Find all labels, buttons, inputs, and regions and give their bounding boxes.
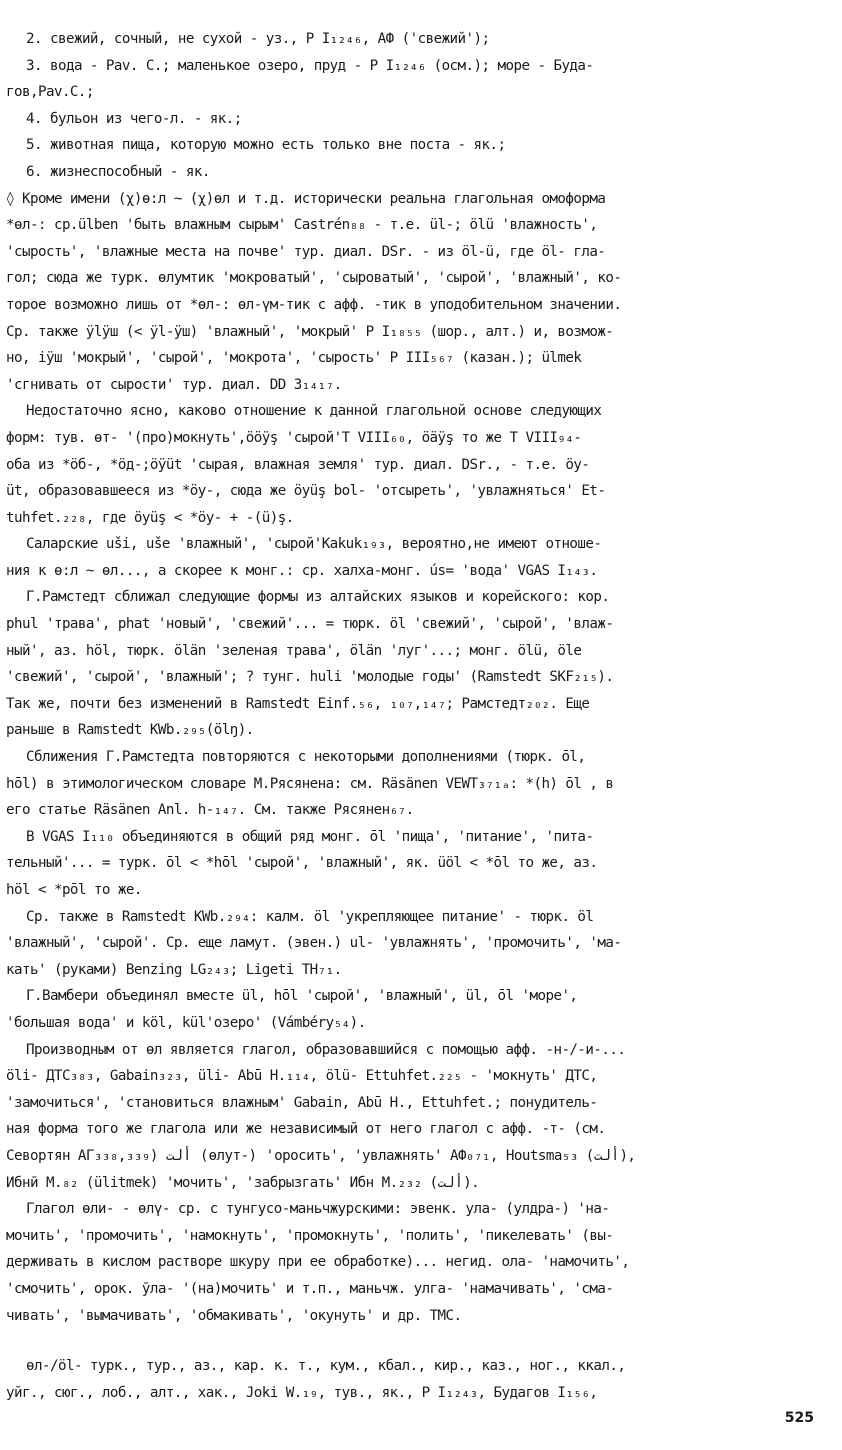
paragraph-gap: [6, 1329, 824, 1353]
text-line: торое возможно лишь от *өл-: өл-үм-тик с афф. -тик в уподобительном значении.: [6, 296, 622, 313]
text-line: 'свежий', 'сырой', 'влажный'; ? тунг. huli 'молодые годы' (Ramstedt SKF₂₁₅).: [6, 669, 614, 686]
text-line: его статье Räsänen Anl. h-₁₄₇. См. также Рясянен₆₇.: [6, 802, 414, 819]
text-line: гов,Pav.C.;: [6, 84, 94, 101]
text-line: hōl) в этимологическом словаре М.Рясянена: см. Räsänen VEWT₃₇₁ₐ: *(h) ōl , в: [6, 775, 614, 792]
text-line: 5. животная пища, которую можно есть только вне поста - як.;: [26, 137, 506, 154]
text-line: форм: тув. өт- '(про)мокнуть',öӧӱş 'сырой'Т VIII₆₀, öӓӱş то же Т VIII₉₄-: [6, 429, 582, 446]
text-line: Глагол өли- - өлү- ср. с тунгусо-маньчжурскими: эвенк. улa- (улдра-) 'на-: [26, 1201, 610, 1218]
text-line: 3. вода - Pav. C.; маленькое озеро, пруд - Р I₁₂₄₆ (осм.); море - Буда-: [26, 57, 594, 74]
text-line: 'замочиться', 'становиться влажным' Gabain, Abū H., Ettuhfet.; понудитель-: [6, 1094, 598, 1111]
text-line: Севортян АГ₃₃₈,₃₃₉) ألت (өлут-) 'оросить', 'увлажнять' АФ₀₇₁, Houtsma₅₃ (ألت),: [6, 1147, 636, 1164]
text-line: мочить', 'промочить', 'намокнуть', 'промокнуть', 'полить', 'пикелевать' (вы-: [6, 1227, 614, 1244]
text-line: Производным от өл является глагол, образовавшийся с помощью афф. -н-/-и-...: [26, 1041, 626, 1058]
text-line: üt, образовавшееся из *öу-, сюда же öyüş bol- 'отсыреть', 'увлажняться' Et-: [6, 483, 606, 500]
text-line: Ср. также ӱlӱш (< ӱl-ӱш) 'влажный', 'мокрый' Р I₁₈₅₅ (шор., алт.) и, возмож-: [6, 323, 614, 340]
text-line: 4. бульон из чего-л. - як.;: [26, 110, 242, 127]
text-line: уйг., сюг., лоб., алт., хак., Joki W.₁₉, тув., як., Р I₁₂₄₃, Будагов I₁₅₆,: [6, 1384, 598, 1401]
text-line: чивать', 'вымачивать', 'обмакивать', 'окунуть' и др. ТМС.: [6, 1307, 462, 1324]
text-line: höl < *pōl то же.: [6, 882, 142, 898]
text-line: Саларские uši, uše 'влажный', 'сырой'Kakuk₁₉₃, вероятно,не имеют отноше-: [26, 536, 602, 553]
text-line: В VGAS I₁₁₀ объединяются в общий ряд монг. ōl 'пища', 'питание', 'пита-: [26, 828, 594, 845]
text-line: гол; сюда же турк. өлумтик 'мокроватый', 'сыроватый', 'сырой', 'влажный', ко-: [6, 270, 622, 287]
text-line: Ибнӣ М.₈₂ (ülitmek) 'мочить', 'забрызгать' Ибн М.₂₃₂ (ألت).: [6, 1174, 480, 1191]
text-line: ный', аз. höl, тюрк. ölän 'зеленая трава', ölän 'луг'...; монг. ölü, öle: [6, 642, 582, 659]
text-line: ная форма того же глагола или же независимый от него глагол с афф. -т- (см.: [6, 1121, 606, 1138]
text-line: но, іӱш 'мокрый', 'сырой', 'мокрота', 'сырость' Р III₅₆₇ (казан.); ülmek: [6, 350, 582, 367]
text-line: 'сырость', 'влажные места на почве' тур. диал. DSr. - из öl-ü, где öl- гла-: [6, 243, 606, 260]
text-line: 'влажный', 'сырой'. Ср. еще ламут. (эвен.) ul- 'увлажнять', 'промочить', 'ма-: [6, 935, 622, 952]
text-body: [6, 26, 824, 1406]
text-line: tuhfet.₂₂₈, где öyüş < *öу- + -(ü)ş.: [6, 509, 294, 526]
text-line: Так же, почти без изменений в Ramstedt Einf.₅₆, ₁₀₇,₁₄₇; Рамстедт₂₀₂. Еще: [6, 695, 590, 712]
text-line: өл-/öl- турк., тур., аз., кар. к. т., кум., кбал., кир., каз., ног., ккал.,: [26, 1358, 626, 1375]
text-line: кать' (руками) Benzing LG₂₄₃; Ligeti TH₇₁.: [6, 961, 342, 978]
text-line: Г.Рамстедт сближал следующие формы из алтайских языков и корейского: кор.: [26, 589, 610, 606]
text-line: 'большая вода' и köl, kül'озеро' (Vámbéry₅₄).: [6, 1014, 366, 1031]
text-line: 'смочить', орок. ӯлa- '(на)мочить' и т.п., маньчж. улгa- 'намачивать', 'сма-: [6, 1280, 614, 1297]
page-number: 525: [784, 1410, 814, 1426]
text-line: Ср. также в Ramstedt KWb.₂₉₄: калм. öl 'укрепляющее питание' - тюрк. öl: [26, 908, 594, 925]
text-line: раньше в Ramstedt KWb.₂₉₅(ölŋ).: [6, 722, 254, 739]
text-line: ◊ Кроме имени (χ)ө:л ~ (χ)өл и т.д. исторически реальна глагольная омоформа: [6, 190, 606, 207]
text-line: оба из *öб-, *öд-;öӱüt 'сырая, влажная земля' тур. диал. DSr., - т.е. öу-: [6, 456, 590, 473]
text-line: 'сгнивать от сырости' тур. диал. DD 3₁₄₁₇.: [6, 376, 342, 393]
text-line: phul 'трава', phat 'новый', 'свежий'... = тюрк. öl 'свежий', 'сырой', 'влаж-: [6, 616, 614, 633]
text-line: *өл-: ср.ülben 'быть влажным сырым' Castrén₈₈ - т.е. ül-; ölü 'влажность',: [6, 217, 598, 234]
text-line: Г.Вамбери объединял вместе ül, hōl 'сырой', 'влажный', ül, ōl 'море',: [26, 988, 578, 1005]
text-line: Сближения Г.Рамстедта повторяются с некоторыми дополнениями (тюрк. ōl,: [26, 749, 586, 766]
text-line: Недостаточно ясно, каково отношение к данной глагольной основе следующих: [26, 403, 602, 420]
text-line: 2. свежий, сочный, не сухой - уз., Р I₁₂₄₆, АФ ('свежий');: [26, 31, 490, 47]
text-line: держивать в кислом растворе шкуру при ее обработке)... негид. олa- 'намочить',: [6, 1254, 630, 1271]
text-line: тельный'... = турк. ōl < *hōl 'сырой', 'влажный', як. üöl < *ōl то же, аз.: [6, 855, 598, 872]
text-line: ния к ө:л ~ өл..., а скорее к монг.: ср. халха-монг. ús= 'вода' VGAS I₁₄₃.: [6, 562, 598, 579]
text-line: öli- ДТС₃₈₃, Gabain₃₂₃, üli- Abū H.₁₁₄, ölü- Ettuhfet.₂₂₅ - 'мокнуть' ДТС,: [6, 1068, 598, 1085]
text-line: 6. жизнеспособный - як.: [26, 163, 210, 180]
